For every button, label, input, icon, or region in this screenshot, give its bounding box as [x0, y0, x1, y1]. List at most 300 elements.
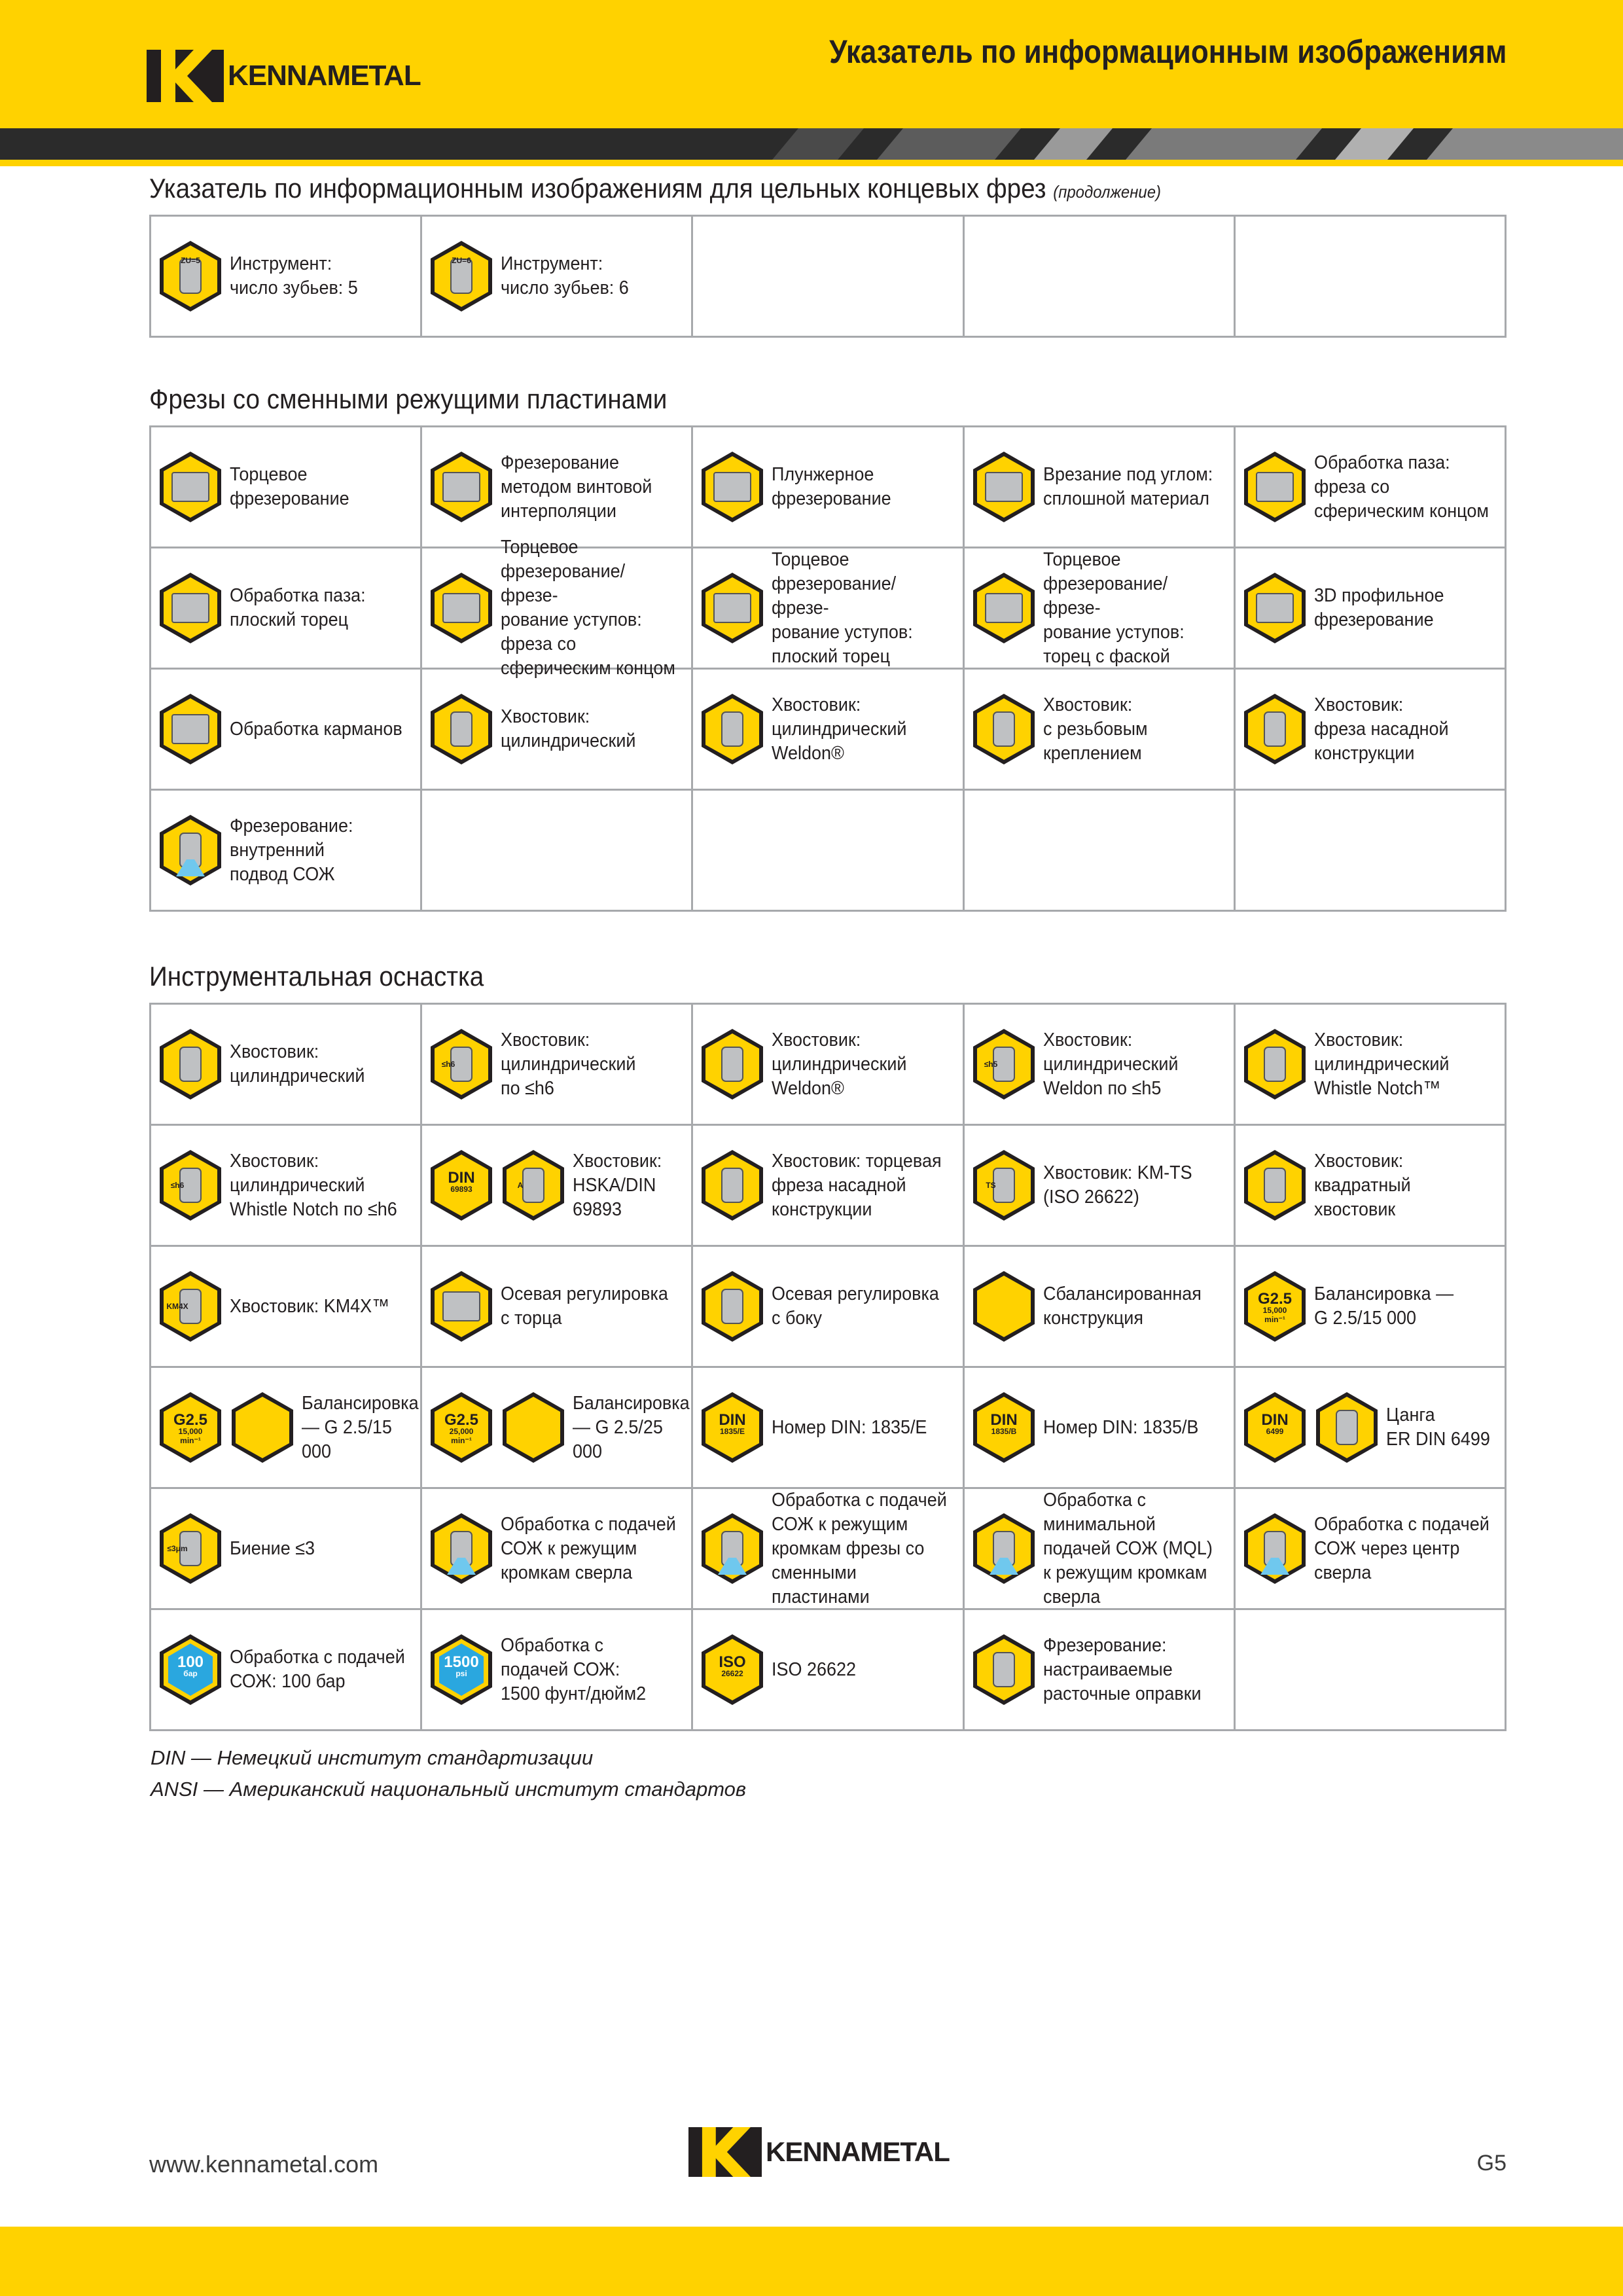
svg-text:1500: 1500 — [444, 1653, 479, 1671]
icon-group — [700, 450, 772, 524]
table-row — [151, 1367, 1506, 1488]
brand-name: KENNAMETAL — [228, 60, 421, 92]
legend-label: Инструмент: число зубьев: 5 — [230, 253, 358, 298]
svg-text:25,000: 25,000 — [449, 1427, 474, 1436]
legend-item — [1236, 670, 1505, 789]
table-cell — [151, 1367, 421, 1488]
legend-item — [151, 427, 420, 547]
svg-text:≤h6: ≤h6 — [441, 1060, 455, 1069]
balanced-design-icon — [971, 1270, 1037, 1343]
table-cell — [151, 1609, 421, 1731]
table-cell — [151, 1246, 421, 1367]
teeth-5-icon — [158, 240, 223, 313]
legend-label: Хвостовик: цилиндрический Weldon® — [772, 1029, 907, 1099]
footer-url-link[interactable]: www.kennametal.com — [149, 2151, 379, 2178]
legend-item — [693, 791, 962, 910]
legend-label: Обработка с подачей СОЖ к режущим кромкам фрезы со сменными пластинами — [772, 1489, 948, 1607]
legend-label: Хвостовик: цилиндрический Weldon® — [772, 694, 907, 764]
legend-item — [151, 548, 420, 668]
svg-text:TS: TS — [985, 1181, 996, 1190]
footnotes — [151, 1742, 746, 1805]
table-cell — [963, 216, 1234, 337]
din-1835e-icon — [700, 1391, 765, 1464]
svg-text:G2.5: G2.5 — [173, 1411, 208, 1429]
din-1835b-icon — [971, 1391, 1037, 1464]
legend-label: Обработка с подачей СОЖ: 100 бар — [230, 1647, 405, 1692]
legend-label: Обработка с подачей СОЖ к режущим кромкам сверла — [501, 1513, 676, 1583]
legend-item — [693, 548, 962, 668]
legend-item — [1236, 1489, 1505, 1608]
table-cell — [1234, 1367, 1505, 1488]
weldon-shank-h5-icon — [971, 1028, 1037, 1101]
svg-text:KM4X: KM4X — [166, 1302, 188, 1311]
icon-group — [700, 1512, 772, 1585]
internal-coolant-icon — [158, 814, 223, 887]
legend-label: ISO 26622 — [772, 1659, 857, 1680]
table-cell — [1234, 548, 1505, 669]
icon-group — [429, 240, 501, 313]
icon-group — [158, 1633, 230, 1706]
teeth-6-icon — [429, 240, 494, 313]
section-subtitle: (продолжение) — [1053, 182, 1161, 202]
cylindrical-shank-icon — [158, 1028, 223, 1101]
legend-label: Цанга ER DIN 6499 — [1385, 1405, 1490, 1450]
legend-item — [151, 1610, 420, 1729]
legend-item — [422, 1126, 691, 1245]
balance-g25-15000-icon — [1242, 1270, 1308, 1343]
table-cell — [692, 1488, 963, 1609]
legend-item — [693, 1368, 962, 1487]
legend-item — [422, 1247, 691, 1366]
svg-text:G2.5: G2.5 — [1257, 1290, 1292, 1308]
legend-item — [151, 670, 420, 789]
icon-group — [158, 692, 230, 766]
legend-item — [693, 427, 962, 547]
table-row — [151, 1488, 1506, 1609]
legend-label: Номер DIN: 1835/E — [772, 1416, 927, 1438]
table-cell — [963, 427, 1234, 548]
balance-g25-25000-icon — [429, 1391, 494, 1464]
icon-group — [158, 1512, 230, 1585]
svg-text:6499: 6499 — [1266, 1427, 1284, 1436]
table-cell — [692, 548, 963, 669]
legend-item — [1236, 1005, 1505, 1124]
svg-text:26622: 26622 — [721, 1669, 744, 1678]
table-cell — [692, 1609, 963, 1731]
icon-group — [971, 1028, 1043, 1101]
profile-3d-icon — [1242, 571, 1308, 645]
svg-text:1835/E: 1835/E — [720, 1427, 745, 1436]
table-cell — [151, 216, 421, 337]
icon-group — [158, 450, 230, 524]
icon-group — [429, 1149, 573, 1222]
svg-text:1835/B: 1835/B — [991, 1427, 1016, 1436]
legend-label: Балансировка — G 2.5/15 000 — [1313, 1283, 1454, 1329]
legend-label: Торцевое фрезерование — [230, 464, 349, 509]
legend-label: Осевая регулировка с торца — [501, 1283, 669, 1329]
footer-logo — [688, 2127, 950, 2177]
square-shank-icon — [1242, 1149, 1308, 1222]
legend-item — [693, 1126, 962, 1245]
stripe-underline — [0, 160, 1623, 166]
table-cell — [151, 1004, 421, 1125]
legend-item — [1236, 1247, 1505, 1366]
svg-text:≤h5: ≤h5 — [984, 1060, 997, 1069]
table-cell — [1234, 1125, 1505, 1246]
section-title-tooling — [149, 961, 484, 992]
icon-group — [158, 1149, 230, 1222]
table-cell — [963, 1367, 1234, 1488]
legend-label: Хвостовик: цилиндрический Whistle Notch по ≤h6 — [230, 1150, 397, 1220]
svg-text:15,000: 15,000 — [178, 1427, 203, 1436]
legend-item — [422, 217, 691, 336]
legend-item — [1236, 1126, 1505, 1245]
threaded-shank-icon — [971, 692, 1037, 766]
table-cell — [1234, 669, 1505, 790]
legend-label: Торцевое фрезерование/фрезе- рование уступов: торец с фаской — [1043, 548, 1185, 667]
icon-group — [700, 1391, 772, 1464]
table-cell — [963, 790, 1234, 911]
legend-label: Торцевое фрезерование/фрезе- рование уступов: плоский торец — [772, 548, 914, 667]
table-cell — [421, 790, 692, 911]
table-cell — [963, 1125, 1234, 1246]
legend-item — [965, 1489, 1234, 1608]
icon-group — [429, 571, 501, 645]
icon-group — [1242, 1512, 1314, 1585]
icon-group — [429, 692, 501, 766]
coolant-100bar-icon — [158, 1633, 223, 1706]
table-cell — [1234, 427, 1505, 548]
svg-text:ZU=5: ZU=5 — [181, 256, 200, 265]
icon-group — [158, 1270, 230, 1343]
page-header-title: Указатель по информационным изображениям — [829, 33, 1507, 70]
legend-item — [422, 537, 691, 679]
table-row — [151, 1004, 1506, 1125]
svg-text:psi: psi — [455, 1669, 467, 1678]
legend-label: Плунжерное фрезерование — [772, 464, 892, 509]
table-cell — [692, 427, 963, 548]
icon-group — [158, 814, 230, 887]
table-cell — [421, 537, 692, 679]
icon-group — [158, 571, 230, 645]
legend-item — [965, 1368, 1234, 1487]
icon-group — [1242, 692, 1314, 766]
footnote-din: DIN — Немецкий институт стандартизации — [151, 1746, 594, 1769]
balanced-design-icon — [230, 1391, 295, 1464]
table-cell — [963, 1004, 1234, 1125]
cylindrical-shank-icon — [429, 692, 494, 766]
icon-group — [700, 692, 772, 766]
coolant-insert-edges-icon — [700, 1512, 765, 1585]
whistle-notch-shank-icon — [1242, 1028, 1308, 1101]
svg-text:min⁻¹: min⁻¹ — [451, 1436, 473, 1445]
table-cell — [692, 790, 963, 911]
legend-item — [1236, 791, 1505, 910]
legend-label: Хвостовик: фреза насадной конструкции — [1313, 694, 1449, 764]
slotting-flat-icon — [158, 571, 223, 645]
legend-item — [693, 670, 962, 789]
table-row — [151, 548, 1506, 669]
legend-item — [965, 1126, 1234, 1245]
legend-label: Хвостовик: KM4X™ — [230, 1295, 390, 1317]
icon-group — [971, 571, 1043, 645]
shell-mill-shank-icon — [700, 1149, 765, 1222]
legend-label: Хвостовик: HSKA/DIN 69893 — [573, 1150, 662, 1220]
face-milling-icon — [158, 450, 223, 524]
legend-label: Обработка карманов — [230, 718, 402, 740]
legend-item — [693, 1610, 962, 1729]
icon-group — [158, 240, 230, 313]
balanced-design-icon — [501, 1391, 566, 1464]
ramping-icon — [971, 450, 1037, 524]
table-cell — [151, 790, 421, 911]
table-cell — [151, 669, 421, 790]
icon-group — [1242, 1391, 1386, 1464]
legend-label: Хвостовик: цилиндрический Weldon по ≤h5 — [1043, 1029, 1179, 1099]
legend-label: Обработка паза: плоский торец — [230, 585, 366, 630]
legend-label: Фрезерование: настраиваемые расточные оправки — [1043, 1634, 1202, 1704]
legend-item — [965, 791, 1234, 910]
table-row — [151, 669, 1506, 790]
svg-text:69893: 69893 — [450, 1185, 473, 1194]
legend-item — [151, 1005, 420, 1124]
legend-item — [693, 217, 962, 336]
svg-text:≤h6: ≤h6 — [170, 1181, 185, 1190]
din-69893-icon — [429, 1149, 494, 1222]
legend-label: Хвостовик: цилиндрический по ≤h6 — [501, 1029, 636, 1099]
footnote-ansi: ANSI — Американский национальный институт стандартов — [151, 1778, 747, 1801]
legend-item — [693, 1005, 962, 1124]
legend-item — [965, 217, 1234, 336]
icon-group — [971, 692, 1043, 766]
svg-text:min⁻¹: min⁻¹ — [180, 1436, 201, 1445]
table-row — [151, 216, 1506, 337]
table-cell — [421, 1246, 692, 1367]
table-cell — [963, 548, 1234, 669]
legend-item — [965, 548, 1234, 668]
whistle-notch-h6-icon — [158, 1149, 223, 1222]
mql-coolant-icon — [971, 1512, 1037, 1585]
legend-item — [965, 427, 1234, 547]
table-cell — [151, 427, 421, 548]
table-row — [151, 1125, 1506, 1246]
collet-icon — [1314, 1391, 1380, 1464]
icon-group — [429, 1028, 501, 1101]
icon-group — [971, 1512, 1043, 1585]
table-cell — [692, 1004, 963, 1125]
legend-label: Инструмент: число зубьев: 6 — [501, 253, 629, 298]
through-coolant-icon — [1242, 1512, 1308, 1585]
legend-item — [965, 670, 1234, 789]
table-cell — [692, 216, 963, 337]
table-cell — [1234, 1004, 1505, 1125]
legend-label: Балансировка — G 2.5/25 000 — [573, 1392, 690, 1462]
slotting-ball-icon — [1242, 450, 1308, 524]
legend-label: Хвостовик: цилиндрический — [501, 706, 636, 751]
icon-group — [158, 1391, 302, 1464]
legend-label: Врезание под углом: сплошной материал — [1043, 464, 1213, 509]
legend-label: Обработка с подачей СОЖ через центр сверла — [1313, 1513, 1489, 1583]
legend-label: Фрезерование: внутренний подвод СОЖ — [230, 815, 353, 885]
legend-label: Номер DIN: 1835/B — [1043, 1416, 1198, 1438]
runout-icon — [158, 1512, 223, 1585]
table-cell — [1234, 1246, 1505, 1367]
legend-item — [1236, 1368, 1505, 1487]
table-cell — [421, 216, 692, 337]
pocketing-icon — [158, 692, 223, 766]
icon-group — [700, 571, 772, 645]
table-cell — [963, 1246, 1234, 1367]
icon-group — [1242, 450, 1314, 524]
legend-item — [422, 1610, 691, 1729]
legend-label: Осевая регулировка с боку — [772, 1283, 940, 1329]
legend-item — [965, 1247, 1234, 1366]
section-title-solid-endmills — [149, 173, 1161, 204]
legend-label: Хвостовик: квадратный хвостовик — [1313, 1150, 1411, 1220]
coolant-1500psi-icon — [429, 1633, 494, 1706]
svg-text:≤3μm: ≤3μm — [167, 1544, 188, 1553]
section-title-indexable — [149, 384, 667, 415]
icon-group — [429, 450, 501, 524]
svg-text:A: A — [517, 1181, 524, 1190]
legend-item — [1236, 548, 1505, 668]
table-solid-endmills — [149, 215, 1507, 338]
icon-group — [700, 1270, 772, 1343]
table-cell — [963, 1488, 1234, 1609]
section-title-text: Инструментальная оснастка — [149, 961, 484, 992]
legend-item — [422, 670, 691, 789]
legend-item — [151, 791, 420, 910]
table-row — [151, 790, 1506, 911]
legend-label: Хвостовик: с резьбовым креплением — [1043, 694, 1148, 764]
table-cell — [692, 669, 963, 790]
weldon-shank-icon — [700, 692, 765, 766]
helical-interpolation-icon — [429, 450, 494, 524]
legend-item — [151, 1247, 420, 1366]
legend-label: Балансировка — G 2.5/15 000 — [302, 1392, 419, 1462]
legend-item — [422, 1368, 691, 1487]
cylindrical-shank-h6-icon — [429, 1028, 494, 1101]
footer-band — [0, 2227, 1623, 2296]
legend-label: Обработка с минимальной подачей СОЖ (MQL) к режущим кромкам сверла — [1043, 1489, 1213, 1607]
svg-text:DIN: DIN — [719, 1411, 747, 1429]
legend-label: Торцевое фрезерование/фрезе- рование уступов: фреза со сферическим концом — [501, 537, 676, 679]
table-cell — [151, 548, 421, 669]
table-cell — [421, 1125, 692, 1246]
icon-group — [971, 1149, 1043, 1222]
legend-item — [1236, 1610, 1505, 1729]
din-6499-icon — [1242, 1391, 1308, 1464]
table-cell — [692, 1125, 963, 1246]
table-cell — [963, 669, 1234, 790]
legend-item — [151, 1126, 420, 1245]
svg-text:ISO: ISO — [719, 1653, 747, 1671]
shoulder-flat-icon — [700, 571, 765, 645]
icon-group — [1242, 1270, 1314, 1343]
svg-text:DIN: DIN — [990, 1411, 1018, 1429]
icon-group — [971, 1270, 1043, 1343]
legend-label: Биение ≤3 — [230, 1537, 315, 1559]
axial-adjust-face-icon — [429, 1270, 494, 1343]
icon-group — [1242, 1028, 1314, 1101]
kennametal-k-icon — [688, 2127, 762, 2177]
icon-group — [700, 1028, 772, 1101]
svg-text:ZU=6: ZU=6 — [452, 256, 472, 265]
iso-26622-icon — [700, 1633, 765, 1706]
legend-item — [422, 427, 691, 547]
icon-group — [971, 1391, 1043, 1464]
table-cell — [692, 1367, 963, 1488]
km-ts-icon — [971, 1149, 1037, 1222]
table-cell — [151, 1125, 421, 1246]
icon-group — [1242, 1149, 1314, 1222]
legend-label: Хвостовик: цилиндрический — [230, 1041, 365, 1086]
legend-label: Хвостовик: цилиндрический Whistle Notch™ — [1313, 1029, 1450, 1099]
legend-item — [1236, 217, 1505, 336]
legend-item — [965, 1610, 1234, 1729]
table-tooling — [149, 1003, 1507, 1731]
legend-item — [965, 1005, 1234, 1124]
table-cell — [1234, 1488, 1505, 1609]
svg-text:DIN: DIN — [1261, 1411, 1289, 1429]
table-cell — [421, 1609, 692, 1731]
icon-group — [700, 1149, 772, 1222]
svg-text:100: 100 — [177, 1653, 204, 1671]
legend-label: Хвостовик: KM-TS (ISO 26622) — [1043, 1162, 1192, 1208]
coolant-drill-edges-icon — [429, 1512, 494, 1585]
decorative-stripe — [0, 128, 1623, 160]
legend-label: Фрезерование методом винтовой интерполяции — [501, 452, 652, 522]
table-cell — [421, 1004, 692, 1125]
boring-bar-tuned-icon — [971, 1633, 1037, 1706]
hska-shank-icon — [501, 1149, 566, 1222]
legend-item — [151, 1489, 420, 1608]
icon-group — [700, 1633, 772, 1706]
table-cell — [1234, 1609, 1505, 1731]
table-cell — [421, 1488, 692, 1609]
legend-item — [422, 1489, 691, 1608]
km4x-icon — [158, 1270, 223, 1343]
table-row — [151, 1609, 1506, 1731]
section-title-text: Указатель по информационным изображениям для цельных концевых фрез — [149, 173, 1046, 204]
table-indexable — [149, 425, 1507, 912]
legend-item — [422, 791, 691, 910]
svg-text:DIN: DIN — [448, 1169, 475, 1187]
legend-item — [1236, 427, 1505, 547]
legend-label: Хвостовик: торцевая фреза насадной конструкции — [772, 1150, 942, 1220]
legend-label: Обработка с подачей СОЖ: 1500 фунт/дюйм2 — [501, 1634, 647, 1704]
icon-group — [429, 1633, 501, 1706]
legend-item — [422, 1005, 691, 1124]
legend-label: Сбалансированная конструкция — [1043, 1283, 1202, 1329]
icon-group — [1242, 571, 1314, 645]
table-row — [151, 1246, 1506, 1367]
icon-group — [429, 1512, 501, 1585]
table-cell — [421, 669, 692, 790]
table-cell — [421, 427, 692, 548]
icon-group — [971, 1633, 1043, 1706]
table-cell — [692, 1246, 963, 1367]
section-title-text: Фрезы со сменными режущими пластинами — [149, 384, 668, 414]
icon-group — [158, 1028, 230, 1101]
legend-item — [693, 1489, 962, 1608]
table-cell — [963, 1609, 1234, 1731]
svg-text:min⁻¹: min⁻¹ — [1264, 1315, 1285, 1324]
svg-text:бар: бар — [183, 1669, 198, 1678]
table-cell — [421, 1367, 692, 1488]
legend-item — [151, 217, 420, 336]
table-cell — [1234, 790, 1505, 911]
